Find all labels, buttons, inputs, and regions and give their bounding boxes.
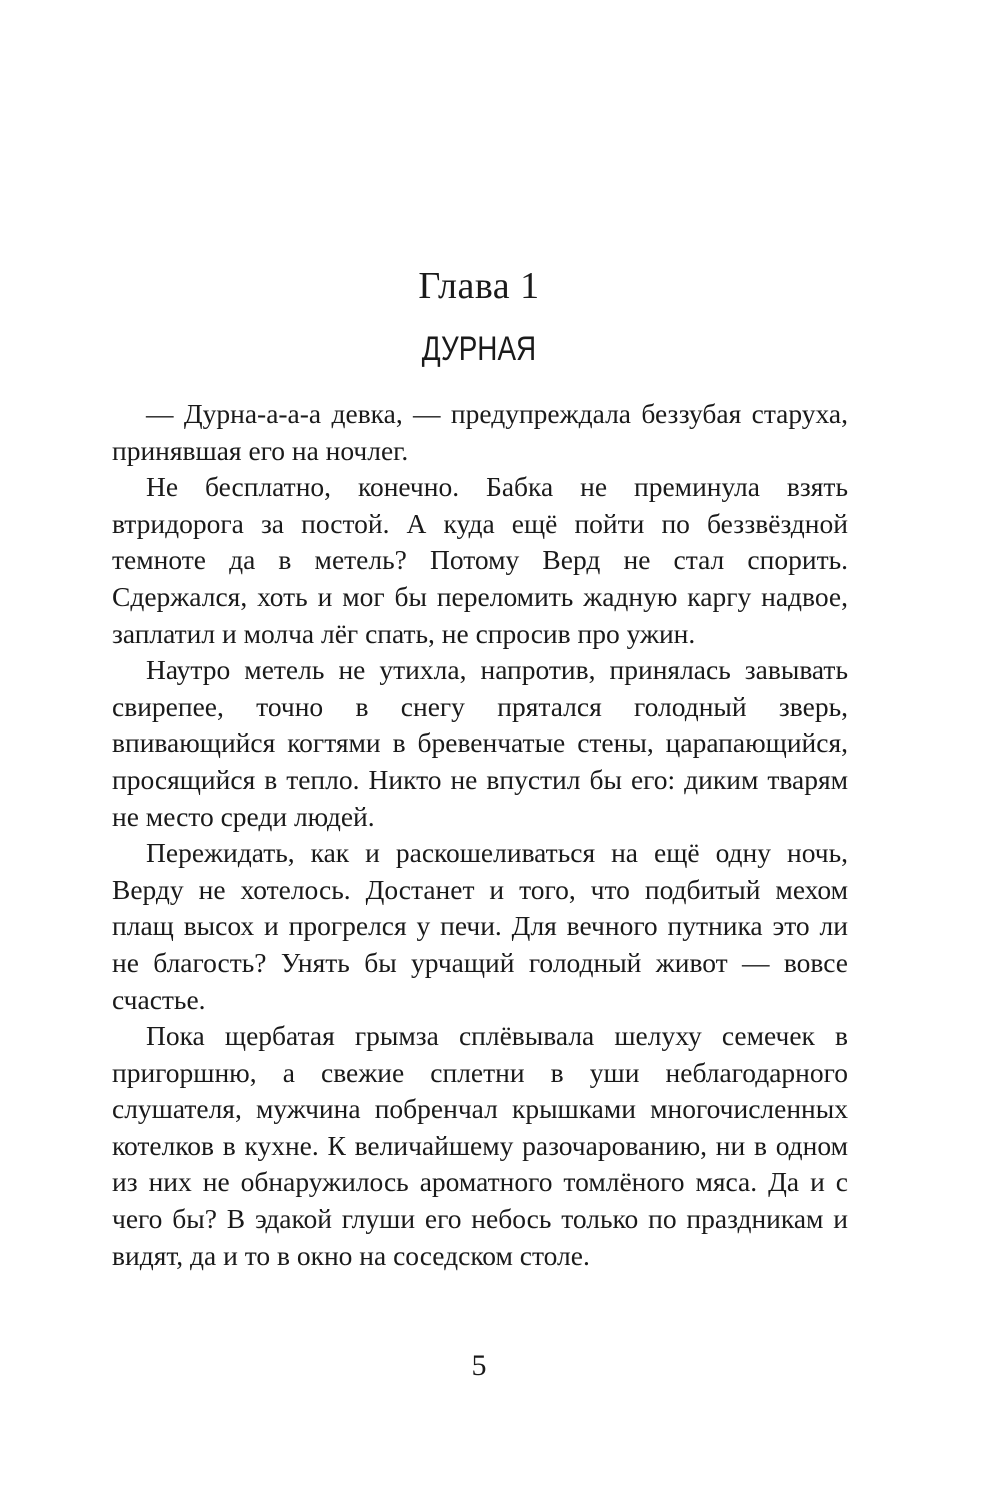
paragraph: Пока щербатая грымза сплёвывала шелуху семечек в пригоршню, а свежие сплетни в уши неблагодарного слушателя, мужчина побренчал крышками многочисленных котелков в кухне. К величайшему разочарованию, ни в одном из них не обнаружилось ароматного томлёного мяса. Да и с чего бы? В эдакой глуши его небось только по праздникам и видят, да и то в окно на соседском столе. bbox=[112, 1020, 848, 1271]
paragraph: — Дурна-а-а-а девка, — предупреждала беззубая старуха, принявшая его на ночлег. bbox=[112, 398, 848, 466]
chapter-subtitle: ДУРНАЯ bbox=[421, 330, 537, 368]
chapter-title: Глава 1 bbox=[418, 265, 540, 307]
paragraph: Не бесплатно, конечно. Бабка не преминула взять втридорога за постой. А куда ещё пойти по беззвёздной темноте да в метель? Потому Верд не стал спорить. Сдержался, хоть и мог бы переломить жадную каргу надвое, заплатил и молча лёг спать, не спросив про ужин. bbox=[112, 471, 848, 649]
chapter-body bbox=[112, 396, 848, 1274]
paragraph: Пережидать, как и раскошеливаться на ещё одну ночь, Верду не хотелось. Достанет и того, что подбитый мехом плащ высох и прогрелся у печи. Для вечного путника это ли не благость? Унять бы урчащий голодный живот — вовсе счастье. bbox=[112, 837, 848, 1015]
page-number: 5 bbox=[471, 1349, 487, 1382]
paragraph: Наутро метель не утихла, напротив, принялась завывать свирепее, точно в снегу прятался голодный зверь, впивающийся когтями в бревенчатые стены, царапающийся, просящийся в тепло. Никто не впустил бы его: диким тварям не место среди людей. bbox=[112, 654, 848, 832]
